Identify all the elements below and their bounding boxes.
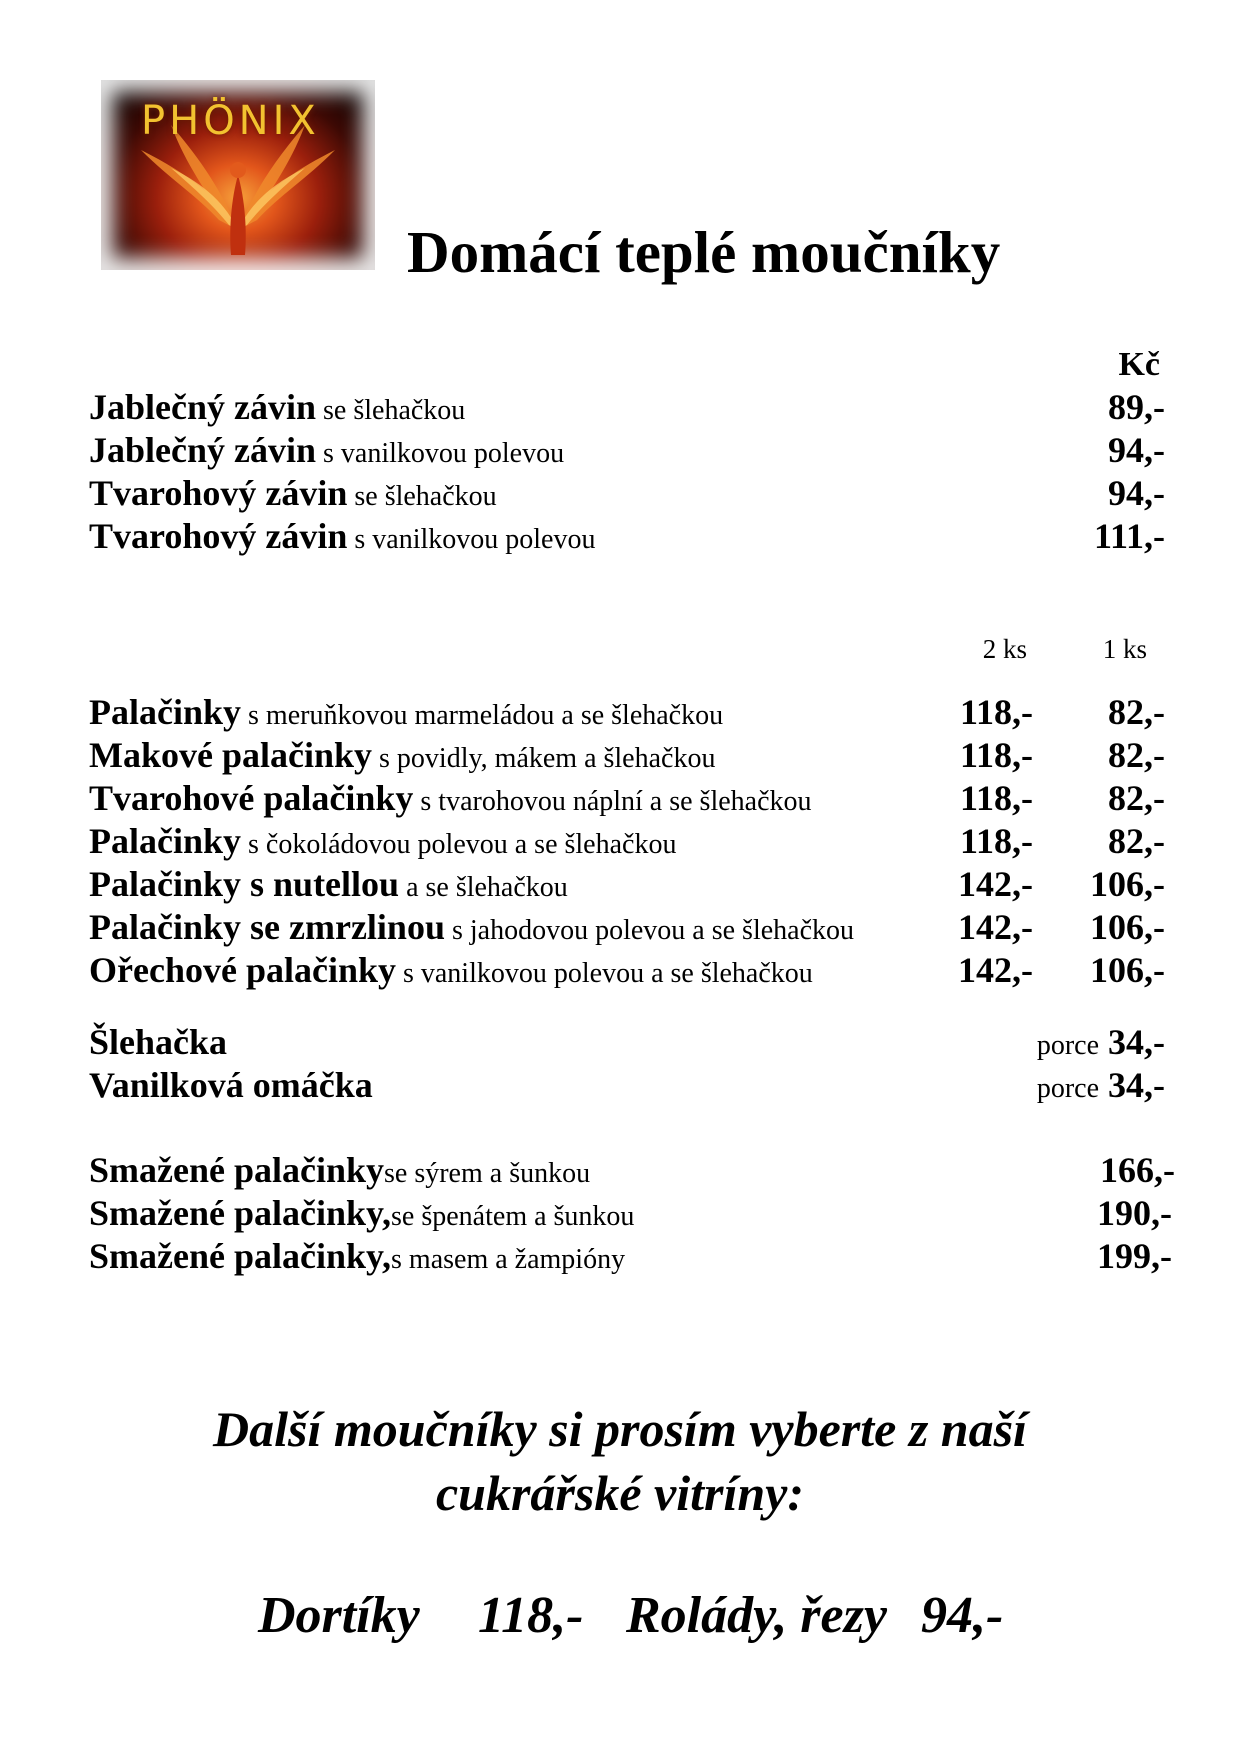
menu-item	[89, 430, 564, 474]
menu-item-name: Palačinky	[89, 692, 242, 732]
rolady-label: Rolády, řezy	[626, 1587, 887, 1644]
menu-item-name: Jablečný závin	[89, 430, 317, 470]
menu-item-price-1ks: 82,-	[1108, 821, 1165, 861]
menu-item-price-1ks: 82,-	[1108, 735, 1165, 775]
menu-item-name: Palačinky s nutellou	[89, 864, 400, 904]
menu-item-price-2ks: 142,-	[958, 907, 1033, 947]
logo-text: PHÖNIX	[141, 98, 320, 144]
menu-item	[89, 821, 676, 865]
menu-item-desc: se sýrem a šunkou	[384, 1158, 591, 1189]
menu-item-price: 111,-	[1093, 516, 1165, 556]
menu-item-name: Tvarohový závin	[89, 516, 348, 556]
menu-item-price: 89,-	[1108, 387, 1165, 427]
menu-item-price-2ks: 118,-	[959, 778, 1033, 818]
menu-item	[89, 1193, 634, 1237]
footer-note-line2: cukrářské vitríny:	[435, 1465, 805, 1521]
dortiky-label: Dortíky	[258, 1587, 420, 1644]
menu-item-price-2ks: 118,-	[959, 821, 1033, 861]
menu-item-name: Jablečný závin	[89, 387, 317, 427]
menu-item-price-2ks: 118,-	[959, 735, 1033, 775]
col-header-1ks: 1 ks	[1102, 634, 1147, 664]
menu-item-desc: s jahodovou polevou a se šlehačkou	[444, 915, 855, 946]
menu-item-desc: se špenátem a šunkou	[391, 1201, 635, 1232]
menu-item-desc: s vanilkovou polevou a se šlehačkou	[395, 958, 813, 989]
menu-item	[89, 1150, 590, 1194]
phoenix-logo	[101, 80, 375, 270]
menu-item-price: 94,-	[1108, 430, 1165, 470]
extra-item-price-value: 34,-	[1108, 1022, 1165, 1062]
extra-item	[89, 1065, 373, 1105]
col-header-2ks: 2 ks	[982, 634, 1027, 664]
menu-item	[89, 778, 812, 822]
menu-item	[89, 735, 715, 779]
menu-item-desc: s tvarohovou náplní a se šlehačkou	[413, 786, 812, 817]
menu-item-name: Palačinky	[89, 821, 242, 861]
menu-item-desc: s vanilkovou polevou	[316, 438, 565, 469]
menu-item-desc: se šlehačkou	[316, 395, 466, 426]
menu-item-price-1ks: 106,-	[1090, 907, 1165, 947]
page-title: Domácí teplé moučníky	[407, 219, 1001, 285]
menu-item-desc: a se šlehačkou	[399, 872, 568, 903]
menu-item-name: Ořechové palačinky	[89, 950, 396, 990]
menu-item-name: Palačinky se zmrzlinou	[89, 907, 445, 947]
extra-item-price	[1037, 1065, 1165, 1109]
extra-item-price-value: 34,-	[1108, 1065, 1165, 1105]
extra-item	[89, 1022, 227, 1062]
menu-item-price-1ks: 82,-	[1108, 778, 1165, 818]
menu-item-price-1ks: 106,-	[1090, 864, 1165, 904]
extra-item-unit: porce	[1036, 1030, 1099, 1061]
menu-item	[89, 692, 723, 736]
menu-item-desc: s masem a žampióny	[391, 1244, 626, 1275]
menu-item	[89, 473, 497, 517]
menu-item-name: Smažené palačinky,	[89, 1236, 392, 1276]
menu-item-name: Makové palačinky	[89, 735, 373, 775]
menu-item-name: Smažené palačinky,	[89, 1193, 392, 1233]
menu-item-price-2ks: 142,-	[958, 950, 1033, 990]
menu-item-name: Smažené palačinky	[89, 1150, 385, 1190]
menu-item	[89, 387, 465, 431]
menu-item-price-2ks: 118,-	[959, 692, 1033, 732]
menu-item	[89, 1236, 625, 1280]
menu-item-price: 166,-	[1100, 1150, 1175, 1190]
extra-item-unit: porce	[1036, 1073, 1099, 1104]
extra-item-name: Vanilková omáčka	[89, 1065, 373, 1105]
menu-item-price: 190,-	[1097, 1193, 1172, 1233]
menu-item-price-1ks: 82,-	[1108, 692, 1165, 732]
menu-item-desc: s povidly, mákem a šlehačkou	[372, 743, 716, 774]
footer-note-line1: Další moučníky si prosím vyberte z naší	[213, 1401, 1027, 1457]
dortiky-price: 118,-	[478, 1587, 584, 1644]
extra-item-price	[1037, 1022, 1165, 1066]
menu-item-name: Tvarohový závin	[89, 473, 348, 513]
menu-item-price: 94,-	[1108, 473, 1165, 513]
menu-item	[89, 907, 854, 951]
menu-item	[89, 516, 595, 560]
menu-item-price-1ks: 106,-	[1090, 950, 1165, 990]
menu-item-desc: s meruňkovou marmeládou a se šlehačkou	[241, 700, 724, 731]
menu-item-desc: s vanilkovou polevou	[347, 524, 596, 555]
menu-item-name: Tvarohové palačinky	[89, 778, 414, 818]
menu-item-desc: s čokoládovou polevou a se šlehačkou	[241, 829, 677, 860]
menu-item	[89, 864, 568, 908]
menu-item-desc: se šlehačkou	[347, 481, 497, 512]
menu-item-price-2ks: 142,-	[958, 864, 1033, 904]
rolady-price: 94,-	[921, 1587, 1004, 1644]
extra-item-name: Šlehačka	[89, 1022, 228, 1062]
menu-item-price: 199,-	[1097, 1236, 1172, 1276]
currency-header: Kč	[1118, 346, 1160, 383]
menu-item	[89, 950, 813, 994]
